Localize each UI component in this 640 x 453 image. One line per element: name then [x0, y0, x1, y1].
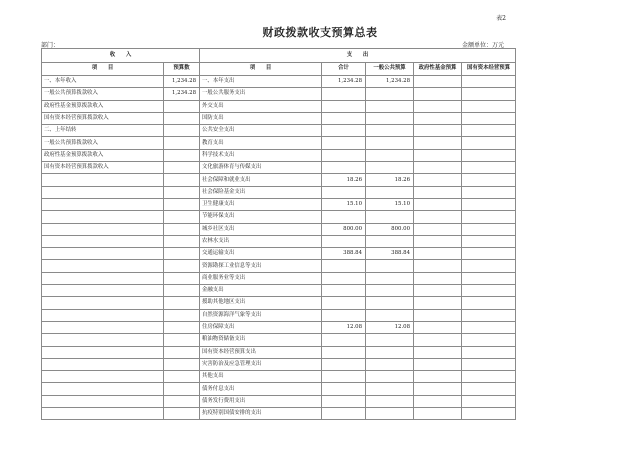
gov-fund-cell	[414, 408, 462, 420]
income-item-cell	[42, 383, 164, 395]
income-amount-cell	[164, 383, 200, 395]
income-amount-cell	[164, 260, 200, 272]
table-row	[42, 358, 516, 370]
income-item-cell: 二、上年结转	[42, 125, 164, 137]
table-row	[42, 88, 516, 100]
gov-fund-cell	[414, 100, 462, 112]
header-row-group	[42, 49, 516, 63]
general-public-cell	[366, 346, 414, 358]
expense-header: 支 出	[200, 49, 516, 63]
gov-fund-cell	[414, 309, 462, 321]
gov-fund-cell	[414, 211, 462, 223]
expense-item-cell: 住房保障支出	[200, 321, 322, 333]
income-item-cell	[42, 371, 164, 383]
general-public-cell	[366, 137, 414, 149]
income-item-cell	[42, 235, 164, 247]
income-amount-cell	[164, 334, 200, 346]
general-public-header: 一般公共预算	[366, 62, 414, 76]
expense-item-cell: 公共安全支出	[200, 125, 322, 137]
total-cell	[322, 285, 366, 297]
income-amount-cell	[164, 346, 200, 358]
expense-item-cell: 社会保险基金支出	[200, 186, 322, 198]
table-row	[42, 235, 516, 247]
general-public-cell: 1,234.28	[366, 76, 414, 88]
income-amount-cell	[164, 149, 200, 161]
table-row	[42, 137, 516, 149]
state-capital-cell	[462, 149, 516, 161]
table-body	[42, 76, 516, 420]
income-amount-cell	[164, 174, 200, 186]
table-row	[42, 321, 516, 333]
gov-fund-cell	[414, 346, 462, 358]
expense-item-cell: 城乡社区支出	[200, 223, 322, 235]
state-capital-cell	[462, 162, 516, 174]
table-row	[42, 285, 516, 297]
total-cell	[322, 297, 366, 309]
gov-fund-cell	[414, 285, 462, 297]
total-header: 合计	[322, 62, 366, 76]
budget-table	[41, 48, 516, 420]
income-amount-cell	[164, 297, 200, 309]
expense-item-cell: 粮油物资储备支出	[200, 334, 322, 346]
total-cell: 12.08	[322, 321, 366, 333]
general-public-cell: 388.84	[366, 248, 414, 260]
income-amount-cell	[164, 211, 200, 223]
table-row	[42, 408, 516, 420]
total-cell: 800.00	[322, 223, 366, 235]
total-cell	[322, 395, 366, 407]
total-cell	[322, 186, 366, 198]
income-item-header: 项 目	[42, 62, 164, 76]
income-item-cell	[42, 211, 164, 223]
income-amount-cell	[164, 248, 200, 260]
expense-item-cell: 资源勘探工业信息等支出	[200, 260, 322, 272]
state-capital-cell	[462, 223, 516, 235]
state-capital-cell	[462, 260, 516, 272]
expense-item-cell: 商业服务业等支出	[200, 272, 322, 284]
total-cell	[322, 346, 366, 358]
gov-fund-header: 政府性基金预算	[414, 62, 462, 76]
total-cell	[322, 88, 366, 100]
income-budget-header: 预算数	[164, 62, 200, 76]
total-cell	[322, 100, 366, 112]
page-number: 表2	[496, 15, 506, 22]
total-cell	[322, 112, 366, 124]
gov-fund-cell	[414, 76, 462, 88]
total-cell	[322, 371, 366, 383]
table-row	[42, 162, 516, 174]
income-item-cell: 一般公共预算拨款收入	[42, 88, 164, 100]
total-cell	[322, 137, 366, 149]
table-row	[42, 248, 516, 260]
income-amount-cell	[164, 198, 200, 210]
general-public-cell	[366, 408, 414, 420]
total-cell: 18.26	[322, 174, 366, 186]
income-amount-cell	[164, 408, 200, 420]
income-amount-cell	[164, 358, 200, 370]
gov-fund-cell	[414, 235, 462, 247]
gov-fund-cell	[414, 162, 462, 174]
state-capital-cell	[462, 100, 516, 112]
income-item-cell	[42, 321, 164, 333]
expense-item-cell: 其他支出	[200, 371, 322, 383]
income-amount-cell: 1,234.28	[164, 76, 200, 88]
gov-fund-cell	[414, 186, 462, 198]
expense-item-cell: 债务发行费用支出	[200, 395, 322, 407]
table-row	[42, 371, 516, 383]
income-amount-cell	[164, 235, 200, 247]
general-public-cell	[366, 260, 414, 272]
gov-fund-cell	[414, 272, 462, 284]
state-capital-header: 国有资本经营预算	[462, 62, 516, 76]
gov-fund-cell	[414, 395, 462, 407]
state-capital-cell	[462, 198, 516, 210]
gov-fund-cell	[414, 248, 462, 260]
state-capital-cell	[462, 395, 516, 407]
income-amount-cell	[164, 395, 200, 407]
income-amount-cell	[164, 371, 200, 383]
total-cell: 388.84	[322, 248, 366, 260]
income-item-cell: 政府性基金预算拨款收入	[42, 100, 164, 112]
general-public-cell	[366, 149, 414, 161]
income-item-cell	[42, 223, 164, 235]
income-item-cell: 国有资本经营预算拨款收入	[42, 162, 164, 174]
expense-item-cell: 卫生健康支出	[200, 198, 322, 210]
income-item-cell	[42, 248, 164, 260]
gov-fund-cell	[414, 174, 462, 186]
total-cell	[322, 383, 366, 395]
state-capital-cell	[462, 321, 516, 333]
expense-item-cell: 抗疫特别国债安排的支出	[200, 408, 322, 420]
state-capital-cell	[462, 383, 516, 395]
state-capital-cell	[462, 211, 516, 223]
state-capital-cell	[462, 186, 516, 198]
gov-fund-cell	[414, 334, 462, 346]
general-public-cell	[366, 285, 414, 297]
expense-item-cell: 交通运输支出	[200, 248, 322, 260]
general-public-cell	[366, 100, 414, 112]
state-capital-cell	[462, 346, 516, 358]
table-row	[42, 395, 516, 407]
unit-label: 金额单位：万元	[461, 42, 504, 49]
income-amount-cell	[164, 285, 200, 297]
general-public-cell	[366, 371, 414, 383]
income-amount-cell	[164, 272, 200, 284]
gov-fund-cell	[414, 137, 462, 149]
state-capital-cell	[462, 248, 516, 260]
table-row	[42, 272, 516, 284]
state-capital-cell	[462, 371, 516, 383]
table-row	[42, 100, 516, 112]
general-public-cell	[366, 162, 414, 174]
general-public-cell	[366, 309, 414, 321]
income-item-cell	[42, 285, 164, 297]
general-public-cell	[366, 297, 414, 309]
gov-fund-cell	[414, 149, 462, 161]
expense-item-cell: 文化旅游体育与传媒支出	[200, 162, 322, 174]
general-public-cell	[366, 186, 414, 198]
table-row	[42, 309, 516, 321]
expense-item-cell: 社会保障和就业支出	[200, 174, 322, 186]
general-public-cell	[366, 395, 414, 407]
expense-item-cell: 农林水支出	[200, 235, 322, 247]
expense-item-cell: 国有资本经营预算支出	[200, 346, 322, 358]
state-capital-cell	[462, 334, 516, 346]
total-cell	[322, 260, 366, 272]
income-item-cell	[42, 358, 164, 370]
state-capital-cell	[462, 174, 516, 186]
income-item-cell: 政府性基金预算拨款收入	[42, 149, 164, 161]
table-row	[42, 174, 516, 186]
gov-fund-cell	[414, 358, 462, 370]
state-capital-cell	[462, 408, 516, 420]
gov-fund-cell	[414, 321, 462, 333]
state-capital-cell	[462, 125, 516, 137]
expense-item-cell: 节能环保支出	[200, 211, 322, 223]
expense-item-cell: 科学技术支出	[200, 149, 322, 161]
expense-item-cell: 一、本年支出	[200, 76, 322, 88]
expense-item-cell: 一般公共服务支出	[200, 88, 322, 100]
table-row	[42, 76, 516, 88]
gov-fund-cell	[414, 383, 462, 395]
income-item-cell: 一、本年收入	[42, 76, 164, 88]
income-item-cell: 一般公共预算拨款收入	[42, 137, 164, 149]
table-row	[42, 334, 516, 346]
department-label: 部门：	[41, 42, 60, 49]
total-cell	[322, 235, 366, 247]
state-capital-cell	[462, 88, 516, 100]
table-row	[42, 260, 516, 272]
total-cell	[322, 125, 366, 137]
general-public-cell	[366, 235, 414, 247]
total-cell	[322, 211, 366, 223]
income-item-cell	[42, 297, 164, 309]
income-item-cell: 国有资本经营预算拨款收入	[42, 112, 164, 124]
gov-fund-cell	[414, 112, 462, 124]
general-public-cell	[366, 383, 414, 395]
total-cell	[322, 149, 366, 161]
general-public-cell: 800.00	[366, 223, 414, 235]
income-item-cell	[42, 198, 164, 210]
state-capital-cell	[462, 358, 516, 370]
gov-fund-cell	[414, 198, 462, 210]
general-public-cell	[366, 125, 414, 137]
income-item-cell	[42, 346, 164, 358]
state-capital-cell	[462, 137, 516, 149]
total-cell	[322, 309, 366, 321]
total-cell	[322, 272, 366, 284]
income-item-cell	[42, 174, 164, 186]
general-public-cell	[366, 112, 414, 124]
general-public-cell: 18.26	[366, 174, 414, 186]
table-row	[42, 149, 516, 161]
general-public-cell: 12.08	[366, 321, 414, 333]
expense-item-cell: 国防支出	[200, 112, 322, 124]
total-cell	[322, 358, 366, 370]
table-row	[42, 383, 516, 395]
general-public-cell	[366, 272, 414, 284]
table-row	[42, 125, 516, 137]
income-amount-cell	[164, 162, 200, 174]
state-capital-cell	[462, 235, 516, 247]
expense-item-cell: 自然资源海洋气象等支出	[200, 309, 322, 321]
gov-fund-cell	[414, 88, 462, 100]
gov-fund-cell	[414, 223, 462, 235]
expense-item-cell: 灾害防治及应急管理支出	[200, 358, 322, 370]
general-public-cell	[366, 358, 414, 370]
state-capital-cell	[462, 297, 516, 309]
income-item-cell	[42, 395, 164, 407]
income-amount-cell	[164, 309, 200, 321]
table-row	[42, 297, 516, 309]
page-title: 财政拨款收支预算总表	[262, 26, 378, 39]
total-cell: 15.10	[322, 198, 366, 210]
income-amount-cell	[164, 100, 200, 112]
expense-item-cell: 外交支出	[200, 100, 322, 112]
expense-item-header: 项 目	[200, 62, 322, 76]
state-capital-cell	[462, 309, 516, 321]
gov-fund-cell	[414, 125, 462, 137]
total-cell: 1,234.28	[322, 76, 366, 88]
table-row	[42, 223, 516, 235]
general-public-cell	[366, 211, 414, 223]
income-item-cell	[42, 309, 164, 321]
table-row	[42, 112, 516, 124]
table-row	[42, 211, 516, 223]
general-public-cell	[366, 334, 414, 346]
table-row	[42, 346, 516, 358]
table-row	[42, 186, 516, 198]
header-row-columns	[42, 62, 516, 76]
expense-item-cell: 援助其他地区支出	[200, 297, 322, 309]
total-cell	[322, 162, 366, 174]
total-cell	[322, 408, 366, 420]
income-amount-cell	[164, 112, 200, 124]
income-item-cell	[42, 186, 164, 198]
income-item-cell	[42, 272, 164, 284]
expense-item-cell: 金融支出	[200, 285, 322, 297]
income-item-cell	[42, 334, 164, 346]
income-header: 收 入	[42, 49, 200, 63]
income-amount-cell: 1,234.28	[164, 88, 200, 100]
income-item-cell	[42, 408, 164, 420]
state-capital-cell	[462, 272, 516, 284]
income-amount-cell	[164, 125, 200, 137]
gov-fund-cell	[414, 297, 462, 309]
state-capital-cell	[462, 76, 516, 88]
income-item-cell	[42, 260, 164, 272]
general-public-cell	[366, 88, 414, 100]
gov-fund-cell	[414, 260, 462, 272]
general-public-cell: 15.10	[366, 198, 414, 210]
income-amount-cell	[164, 223, 200, 235]
income-amount-cell	[164, 137, 200, 149]
gov-fund-cell	[414, 371, 462, 383]
expense-item-cell: 教育支出	[200, 137, 322, 149]
total-cell	[322, 334, 366, 346]
income-amount-cell	[164, 186, 200, 198]
table-row	[42, 198, 516, 210]
income-amount-cell	[164, 321, 200, 333]
state-capital-cell	[462, 112, 516, 124]
expense-item-cell: 债务付息支出	[200, 383, 322, 395]
state-capital-cell	[462, 285, 516, 297]
